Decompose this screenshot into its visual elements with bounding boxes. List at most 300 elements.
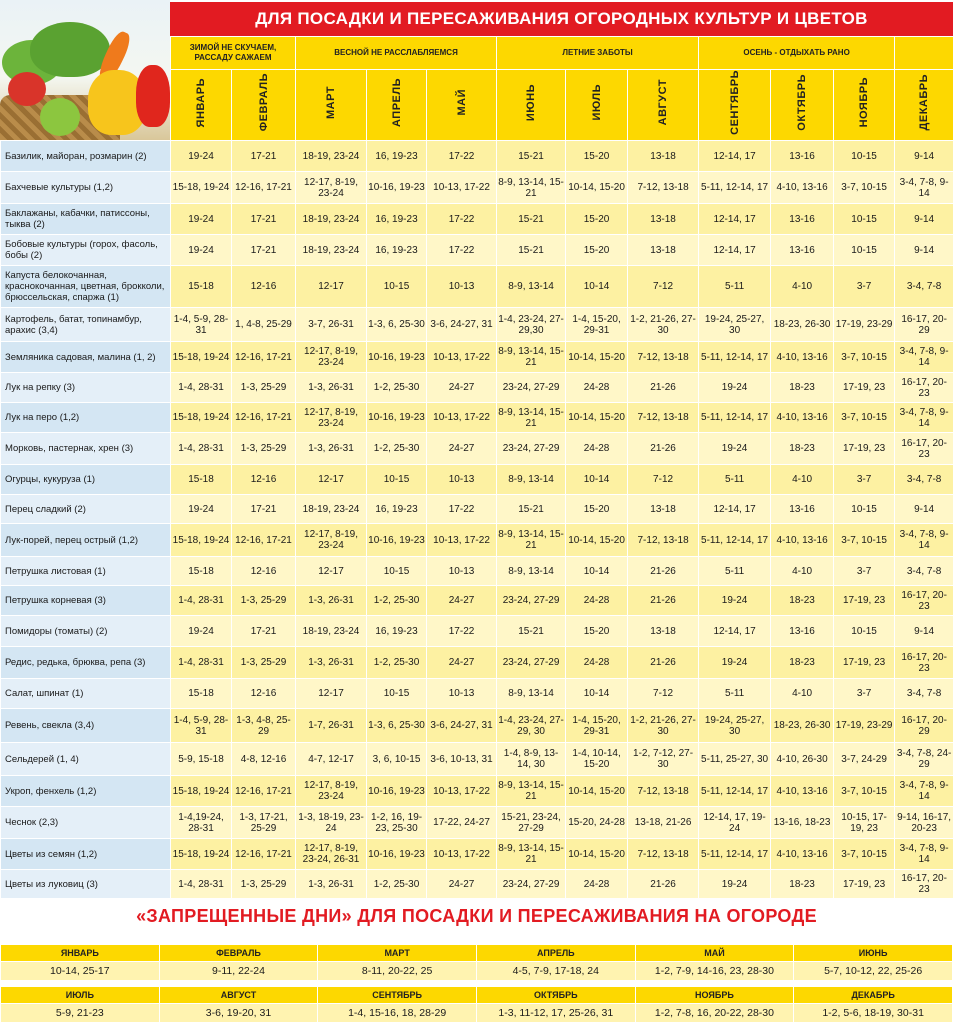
planting-days-cell: 17-22: [427, 141, 497, 172]
planting-days-cell: 15-20: [566, 235, 628, 266]
table-row: [1, 647, 953, 679]
month-label: ИЮЛЬ: [590, 84, 603, 121]
month-header: [895, 70, 953, 141]
page-title: ДЛЯ ПОСАДКИ И ПЕРЕСАЖИВАНИЯ ОГОРОДНЫХ КУЛЬТУР И ЦВЕТОВ: [170, 2, 953, 36]
planting-days-cell: 1-3, 6, 25-30: [367, 308, 427, 342]
planting-days-cell: 12-17: [296, 679, 367, 709]
table-row: [1, 743, 953, 776]
forbidden-month: СЕНТЯБРЬ: [318, 987, 477, 1004]
month-label: АВГУСТ: [657, 79, 670, 126]
season-december: [895, 37, 953, 70]
planting-days-cell: 15-20, 24-28: [566, 807, 628, 839]
planting-days-cell: 19-24: [171, 204, 232, 235]
planting-days-cell: 8-9, 13-14, 15-21: [497, 172, 566, 204]
planting-days-cell: 4-10: [771, 465, 834, 495]
planting-days-cell: 10-16, 19-23: [367, 776, 427, 807]
planting-days-cell: 3-4, 7-8, 9-14: [895, 403, 953, 433]
header-corner-2: [1, 70, 171, 141]
planting-days-cell: 3-4, 7-8, 9-14: [895, 524, 953, 557]
month-header: [232, 70, 296, 141]
planting-days-cell: 5-11, 12-14, 17: [699, 776, 771, 807]
planting-days-cell: 3-4, 7-8: [895, 266, 953, 308]
crop-name: Ревень, свекла (3,4): [1, 709, 171, 743]
planting-days-cell: 10-15: [834, 141, 895, 172]
planting-days-cell: 12-17, 8-19, 23-24: [296, 403, 367, 433]
crop-name: Салат, шпинат (1): [1, 679, 171, 709]
planting-days-cell: 10-14: [566, 266, 628, 308]
planting-days-cell: 4-10, 13-16: [771, 839, 834, 870]
planting-days-cell: 24-28: [566, 373, 628, 403]
forbidden-month: АВГУСТ: [159, 987, 318, 1004]
month-header: [367, 70, 427, 141]
table-row: [1, 807, 953, 839]
forbidden-days-row: [1, 1004, 953, 1023]
crop-name: Петрушка листовая (1): [1, 557, 171, 586]
planting-days-cell: 5-11, 25-27, 30: [699, 743, 771, 776]
forbidden-days: 8-11, 20-22, 25: [318, 962, 477, 981]
planting-days-cell: 19-24: [699, 586, 771, 616]
month-header: [699, 70, 771, 141]
planting-days-cell: 17-19, 23-29: [834, 308, 895, 342]
planting-days-cell: 3-4, 7-8: [895, 465, 953, 495]
planting-days-cell: 16-17, 20-23: [895, 433, 953, 465]
planting-days-cell: 13-18: [628, 141, 699, 172]
planting-days-cell: 24-27: [427, 647, 497, 679]
season-summer: ЛЕТНИЕ ЗАБОТЫ: [497, 37, 699, 70]
planting-days-cell: 12-17: [296, 465, 367, 495]
planting-days-cell: 13-16: [771, 616, 834, 647]
planting-days-cell: 10-15, 17-19, 23: [834, 807, 895, 839]
crop-name: Перец сладкий (2): [1, 495, 171, 524]
planting-days-cell: 10-13: [427, 266, 497, 308]
planting-days-cell: 13-18, 21-26: [628, 807, 699, 839]
month-label: ИЮНЬ: [525, 83, 538, 122]
month-label: ЯНВАРЬ: [195, 77, 207, 128]
crop-name: Картофель, батат, топинамбур, арахис (3,4): [1, 308, 171, 342]
planting-days-cell: 5-11, 12-14, 17: [699, 524, 771, 557]
planting-days-cell: 17-21: [232, 235, 296, 266]
forbidden-month: МАЙ: [635, 945, 794, 962]
planting-days-cell: 1-3, 6, 25-30: [367, 709, 427, 743]
crop-name: Чеснок (2,3): [1, 807, 171, 839]
planting-days-cell: 16, 19-23: [367, 141, 427, 172]
planting-days-cell: 1-2, 21-26, 27-30: [628, 709, 699, 743]
planting-days-cell: 10-13: [427, 465, 497, 495]
planting-days-cell: 5-11: [699, 465, 771, 495]
forbidden-month: ИЮНЬ: [794, 945, 953, 962]
planting-days-cell: 3-7: [834, 557, 895, 586]
crop-name: Морковь, пастернак, хрен (3): [1, 433, 171, 465]
planting-days-cell: 15-20: [566, 204, 628, 235]
header-corner: [1, 37, 171, 70]
planting-days-cell: 21-26: [628, 373, 699, 403]
planting-days-cell: 17-19, 23: [834, 373, 895, 403]
planting-days-cell: 5-11: [699, 266, 771, 308]
planting-days-cell: 7-12, 13-18: [628, 403, 699, 433]
planting-days-cell: 9-14: [895, 141, 953, 172]
planting-days-cell: 24-28: [566, 647, 628, 679]
planting-days-cell: 15-18: [171, 557, 232, 586]
planting-days-cell: 3-4, 7-8, 9-14: [895, 342, 953, 373]
planting-days-cell: 5-11: [699, 557, 771, 586]
planting-days-cell: 23-24, 27-29: [497, 647, 566, 679]
table-row: [1, 465, 953, 495]
planting-days-cell: 5-11, 12-14, 17: [699, 403, 771, 433]
planting-days-cell: 10-13: [427, 679, 497, 709]
planting-days-cell: 12-14, 17: [699, 235, 771, 266]
planting-days-cell: 18-19, 23-24: [296, 495, 367, 524]
planting-days-cell: 8-9, 13-14: [497, 557, 566, 586]
planting-days-cell: 18-23: [771, 647, 834, 679]
table-row: [1, 616, 953, 647]
planting-days-cell: 18-23, 26-30: [771, 308, 834, 342]
forbidden-days-table-1: [0, 944, 953, 981]
planting-days-cell: 18-19, 23-24: [296, 616, 367, 647]
forbidden-days: 3-6, 19-20, 31: [159, 1004, 318, 1023]
crop-name: Бахчевые культуры (1,2): [1, 172, 171, 204]
planting-days-cell: 21-26: [628, 586, 699, 616]
planting-days-cell: 17-19, 23: [834, 586, 895, 616]
planting-days-cell: 1-2, 25-30: [367, 870, 427, 899]
month-header-row: [1, 70, 953, 141]
planting-days-cell: 15-18, 19-24: [171, 839, 232, 870]
table-row: [1, 776, 953, 807]
planting-days-cell: 10-15: [834, 235, 895, 266]
planting-days-cell: 8-9, 13-14, 15-21: [497, 342, 566, 373]
planting-days-cell: 23-24, 27-29: [497, 586, 566, 616]
planting-days-cell: 7-12, 13-18: [628, 172, 699, 204]
planting-days-cell: 12-16: [232, 266, 296, 308]
planting-days-cell: 9-14: [895, 235, 953, 266]
planting-days-cell: 3-7: [834, 679, 895, 709]
planting-days-cell: 5-11, 12-14, 17: [699, 172, 771, 204]
crop-name: Петрушка корневая (3): [1, 586, 171, 616]
table-row: [1, 557, 953, 586]
planting-days-cell: 1-4, 28-31: [171, 647, 232, 679]
planting-days-cell: 9-14, 16-17, 20-23: [895, 807, 953, 839]
planting-days-cell: 15-20: [566, 495, 628, 524]
planting-days-cell: 10-15: [367, 465, 427, 495]
forbidden-days: 9-11, 22-24: [159, 962, 318, 981]
planting-days-cell: 3-4, 7-8, 24-29: [895, 743, 953, 776]
planting-days-cell: 1-3, 25-29: [232, 870, 296, 899]
planting-days-cell: 13-18: [628, 616, 699, 647]
planting-days-cell: 10-14, 15-20: [566, 403, 628, 433]
planting-days-cell: 1-3, 26-31: [296, 870, 367, 899]
planting-days-cell: 15-18: [171, 465, 232, 495]
table-row: [1, 524, 953, 557]
planting-days-cell: 4-10, 13-16: [771, 172, 834, 204]
planting-days-cell: 10-14, 15-20: [566, 172, 628, 204]
forbidden-days: 10-14, 25-17: [1, 962, 160, 981]
month-label: АПРЕЛЬ: [390, 77, 403, 127]
planting-days-cell: 13-18: [628, 204, 699, 235]
planting-days-cell: 18-23: [771, 870, 834, 899]
planting-days-cell: 15-20: [566, 141, 628, 172]
planting-days-cell: 15-18, 19-24: [171, 776, 232, 807]
planting-days-cell: 18-23: [771, 373, 834, 403]
month-label: ФЕВРАЛЬ: [257, 73, 270, 132]
crop-name: Базилик, майоран, розмарин (2): [1, 141, 171, 172]
planting-days-cell: 7-12, 13-18: [628, 776, 699, 807]
planting-days-cell: 19-24: [699, 433, 771, 465]
forbidden-month-row: [1, 945, 953, 962]
planting-days-cell: 9-14: [895, 204, 953, 235]
planting-days-cell: 15-21, 23-24, 27-29: [497, 807, 566, 839]
table-row: [1, 266, 953, 308]
planting-days-cell: 17-19, 23: [834, 433, 895, 465]
table-row: [1, 495, 953, 524]
crop-name: Редис, редька, брюква, репа (3): [1, 647, 171, 679]
planting-days-cell: 7-12: [628, 266, 699, 308]
forbidden-days: 4-5, 7-9, 17-18, 24: [476, 962, 635, 981]
planting-days-cell: 10-13, 17-22: [427, 524, 497, 557]
planting-days-cell: 4-10, 13-16: [771, 342, 834, 373]
crop-name: Цветы из луковиц (3): [1, 870, 171, 899]
planting-days-cell: 1-3, 26-31: [296, 647, 367, 679]
planting-days-cell: 10-14, 15-20: [566, 776, 628, 807]
planting-days-cell: 1-7, 26-31: [296, 709, 367, 743]
planting-days-cell: 1-3, 4-8, 25-29: [232, 709, 296, 743]
planting-days-cell: 8-9, 13-14, 15-21: [497, 403, 566, 433]
planting-days-cell: 17-21: [232, 495, 296, 524]
month-header: [497, 70, 566, 141]
table-row: [1, 679, 953, 709]
month-label: МАРТ: [325, 85, 338, 120]
planting-days-cell: 17-19, 23: [834, 870, 895, 899]
month-header: [771, 70, 834, 141]
planting-days-cell: 24-28: [566, 870, 628, 899]
planting-days-cell: 8-9, 13-14, 15-21: [497, 776, 566, 807]
planting-days-cell: 7-12, 13-18: [628, 839, 699, 870]
planting-days-cell: 1-2, 16, 19-23, 25-30: [367, 807, 427, 839]
table-row: [1, 141, 953, 172]
planting-days-cell: 15-21: [497, 141, 566, 172]
planting-days-cell: 18-19, 23-24: [296, 141, 367, 172]
planting-days-cell: 15-21: [497, 204, 566, 235]
planting-days-cell: 15-21: [497, 495, 566, 524]
planting-days-cell: 19-24: [171, 235, 232, 266]
planting-days-cell: 18-23: [771, 433, 834, 465]
planting-days-cell: 16, 19-23: [367, 495, 427, 524]
planting-days-cell: 12-14, 17: [699, 141, 771, 172]
month-label: ДЕКАБРЬ: [918, 74, 931, 131]
planting-days-cell: 16-17, 20-29: [895, 709, 953, 743]
planting-days-cell: 1-3, 26-31: [296, 373, 367, 403]
forbidden-days: 1-2, 7-8, 16, 20-22, 28-30: [635, 1004, 794, 1023]
forbidden-month: НОЯБРЬ: [635, 987, 794, 1004]
crop-name: Огурцы, кукуруза (1): [1, 465, 171, 495]
planting-days-cell: 1-4, 15-20, 29-31: [566, 308, 628, 342]
table-row: [1, 709, 953, 743]
planting-days-cell: 19-24: [699, 373, 771, 403]
forbidden-month: МАРТ: [318, 945, 477, 962]
planting-days-cell: 3-7, 10-15: [834, 403, 895, 433]
planting-days-cell: 10-16, 19-23: [367, 403, 427, 433]
planting-days-cell: 1-3, 25-29: [232, 433, 296, 465]
month-label: МАЙ: [455, 89, 468, 116]
forbidden-days: 1-2, 7-9, 14-16, 23, 28-30: [635, 962, 794, 981]
calendar-body: [1, 141, 953, 899]
month-header: [296, 70, 367, 141]
planting-days-cell: 1-4, 28-31: [171, 870, 232, 899]
planting-days-cell: 12-17, 8-19, 23-24: [296, 342, 367, 373]
crop-name: Капуста белокочанная, краснокочанная, цветная, брокколи, брюссельская, спаржа (1): [1, 266, 171, 308]
forbidden-month: ФЕВРАЛЬ: [159, 945, 318, 962]
planting-days-cell: 12-16, 17-21: [232, 776, 296, 807]
planting-days-cell: 4-10: [771, 679, 834, 709]
planting-days-cell: 12-17, 8-19, 23-24: [296, 776, 367, 807]
planting-days-cell: 10-15: [367, 679, 427, 709]
planting-days-cell: 10-13, 17-22: [427, 342, 497, 373]
planting-days-cell: 21-26: [628, 557, 699, 586]
planting-days-cell: 12-16, 17-21: [232, 524, 296, 557]
planting-days-cell: 1-4, 5-9, 28-31: [171, 709, 232, 743]
planting-days-cell: 1-2, 21-26, 27-30: [628, 308, 699, 342]
month-header: [427, 70, 497, 141]
planting-days-cell: 1, 4-8, 25-29: [232, 308, 296, 342]
planting-days-cell: 12-16, 17-21: [232, 403, 296, 433]
planting-days-cell: 17-22: [427, 616, 497, 647]
planting-days-cell: 1-4, 23-24, 27-29,30: [497, 308, 566, 342]
planting-days-cell: 12-14, 17: [699, 204, 771, 235]
planting-days-cell: 1-3, 25-29: [232, 647, 296, 679]
planting-days-cell: 3-7, 10-15: [834, 839, 895, 870]
planting-days-cell: 5-11, 12-14, 17: [699, 839, 771, 870]
planting-days-cell: 10-14, 15-20: [566, 524, 628, 557]
planting-days-cell: 3-7: [834, 266, 895, 308]
planting-days-cell: 5-11, 12-14, 17: [699, 342, 771, 373]
planting-days-cell: 24-27: [427, 373, 497, 403]
planting-days-cell: 21-26: [628, 870, 699, 899]
planting-days-cell: 1-4, 8-9, 13-14, 30: [497, 743, 566, 776]
month-label: НОЯБРЬ: [858, 77, 871, 128]
forbidden-days: 5-9, 21-23: [1, 1004, 160, 1023]
month-header: [628, 70, 699, 141]
planting-days-cell: 19-24: [699, 647, 771, 679]
planting-days-cell: 10-16, 19-23: [367, 524, 427, 557]
table-row: [1, 308, 953, 342]
planting-days-cell: 10-13, 17-22: [427, 403, 497, 433]
planting-days-cell: 19-24, 25-27, 30: [699, 308, 771, 342]
planting-days-cell: 9-14: [895, 495, 953, 524]
planting-days-cell: 4-10, 13-16: [771, 403, 834, 433]
planting-days-cell: 12-14, 17, 19-24: [699, 807, 771, 839]
planting-days-cell: 17-22, 24-27: [427, 807, 497, 839]
season-autumn: ОСЕНЬ - ОТДЫХАТЬ РАНО: [699, 37, 895, 70]
planting-days-cell: 1-4, 28-31: [171, 373, 232, 403]
month-label: СЕНТЯБРЬ: [728, 70, 741, 135]
planting-days-cell: 4-10, 13-16: [771, 524, 834, 557]
planting-days-cell: 10-15: [834, 204, 895, 235]
planting-days-cell: 1-4, 15-20, 29-31: [566, 709, 628, 743]
planting-days-cell: 17-22: [427, 495, 497, 524]
table-row: [1, 373, 953, 403]
table-row: [1, 870, 953, 899]
planting-days-cell: 3-7, 26-31: [296, 308, 367, 342]
planting-days-cell: 10-15: [834, 495, 895, 524]
planting-days-cell: 7-12, 13-18: [628, 524, 699, 557]
planting-days-cell: 3, 6, 10-15: [367, 743, 427, 776]
planting-days-cell: 23-24, 27-29: [497, 433, 566, 465]
planting-days-cell: 19-24: [171, 616, 232, 647]
forbidden-month: ОКТЯБРЬ: [476, 987, 635, 1004]
forbidden-month: АПРЕЛЬ: [476, 945, 635, 962]
planting-days-cell: 1-4, 10-14, 15-20: [566, 743, 628, 776]
planting-days-cell: 3-4, 7-8, 9-14: [895, 839, 953, 870]
planting-days-cell: 1-4, 5-9, 28-31: [171, 308, 232, 342]
planting-days-cell: 16-17, 20-23: [895, 870, 953, 899]
table-row: [1, 839, 953, 870]
forbidden-month-row: [1, 987, 953, 1004]
planting-days-cell: 10-13, 17-22: [427, 172, 497, 204]
planting-days-cell: 16, 19-23: [367, 204, 427, 235]
planting-days-cell: 17-22: [427, 204, 497, 235]
season-spring: ВЕСНОЙ НЕ РАССЛАБЛЯЕМСЯ: [296, 37, 497, 70]
forbidden-month: ИЮЛЬ: [1, 987, 160, 1004]
planting-calendar-table: [0, 36, 953, 899]
planting-days-cell: 4-10, 13-16: [771, 776, 834, 807]
season-winter: ЗИМОЙ НЕ СКУЧАЕМ, РАССАДУ САЖАЕМ: [171, 37, 296, 70]
planting-days-cell: 1-3, 25-29: [232, 586, 296, 616]
planting-days-cell: 1-2, 25-30: [367, 586, 427, 616]
planting-days-cell: 15-18: [171, 266, 232, 308]
planting-days-cell: 1-4, 23-24, 27-29, 30: [497, 709, 566, 743]
planting-days-cell: 17-19, 23: [834, 647, 895, 679]
table-row: [1, 342, 953, 373]
planting-days-cell: 24-28: [566, 586, 628, 616]
month-header: [834, 70, 895, 141]
planting-days-cell: 1-3, 26-31: [296, 586, 367, 616]
planting-days-cell: 15-21: [497, 235, 566, 266]
planting-days-cell: 17-22: [427, 235, 497, 266]
planting-days-cell: 16-17, 20-23: [895, 647, 953, 679]
planting-days-cell: 12-16, 17-21: [232, 342, 296, 373]
table-row: [1, 172, 953, 204]
planting-days-cell: 10-14: [566, 465, 628, 495]
planting-days-cell: 21-26: [628, 433, 699, 465]
planting-days-cell: 17-19, 23-29: [834, 709, 895, 743]
planting-days-cell: 18-19, 23-24: [296, 204, 367, 235]
planting-days-cell: 10-13: [427, 557, 497, 586]
planting-days-cell: 1-3, 25-29: [232, 373, 296, 403]
season-header-row: [1, 37, 953, 70]
planting-days-cell: 12-14, 17: [699, 616, 771, 647]
planting-days-cell: 10-16, 19-23: [367, 342, 427, 373]
planting-days-cell: 24-28: [566, 433, 628, 465]
crop-name: Лук-порей, перец острый (1,2): [1, 524, 171, 557]
planting-days-cell: 9-14: [895, 616, 953, 647]
planting-days-cell: 7-12, 13-18: [628, 342, 699, 373]
planting-days-cell: 4-8, 12-16: [232, 743, 296, 776]
planting-days-cell: 18-23, 26-30: [771, 709, 834, 743]
planting-days-cell: 12-16, 17-21: [232, 839, 296, 870]
planting-days-cell: 10-13, 17-22: [427, 839, 497, 870]
planting-days-cell: 23-24, 27-29: [497, 870, 566, 899]
planting-days-cell: 21-26: [628, 647, 699, 679]
planting-days-cell: 13-18: [628, 235, 699, 266]
planting-days-cell: 1-3, 18-19, 23-24: [296, 807, 367, 839]
planting-days-cell: 12-17: [296, 266, 367, 308]
planting-days-cell: 10-14: [566, 557, 628, 586]
planting-days-cell: 19-24, 25-27, 30: [699, 709, 771, 743]
planting-days-cell: 10-15: [834, 616, 895, 647]
planting-days-cell: 19-24: [171, 141, 232, 172]
planting-days-cell: 1-4, 28-31: [171, 433, 232, 465]
planting-days-cell: 3-4, 7-8: [895, 557, 953, 586]
planting-days-cell: 13-18: [628, 495, 699, 524]
planting-days-cell: 3-7: [834, 465, 895, 495]
